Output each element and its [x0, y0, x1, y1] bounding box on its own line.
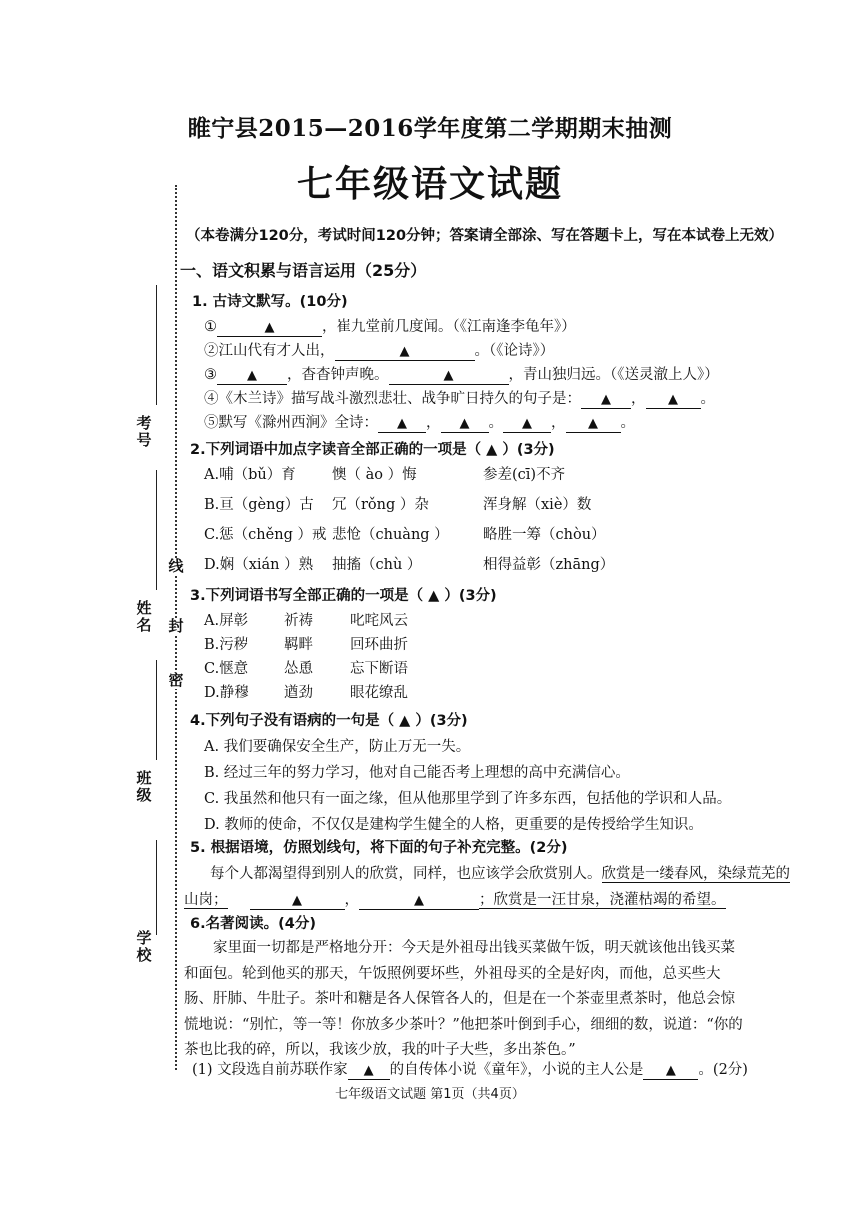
- q2-title: 2.下列词语中加点字读音全部正确的一项是（ ▲ ）(3分): [190, 442, 555, 458]
- q3-option-a-3: 叱咤风云: [350, 613, 408, 629]
- seal-mi: 密: [168, 671, 184, 689]
- q2-option-c: C.惩（chěng ）戒: [204, 527, 327, 543]
- q3-option-c: C.惬意: [204, 661, 249, 677]
- kaohao-line: [156, 285, 157, 405]
- q3-option-d-2: 遒劲: [284, 685, 313, 701]
- answer-blank[interactable]: ▲: [348, 1062, 390, 1080]
- comma: ，: [426, 415, 441, 431]
- exam-title: 睢宁县2015—2016学年度第二学期期末抽测: [187, 115, 673, 142]
- q2-option-d-2: 抽搐（chù ）: [332, 557, 422, 573]
- q3-option-b: B.污秽: [204, 637, 249, 653]
- seal-xian: 线: [168, 557, 184, 575]
- answer-blank[interactable]: ▲: [441, 415, 489, 433]
- q6-title: 6.名著阅读。(4分): [190, 916, 316, 932]
- q1-line-3: [204, 363, 719, 385]
- q1-line-5: [204, 411, 635, 433]
- q6-sub1-b: 的自传体小说《童年》，小说的主人公是: [389, 1062, 644, 1078]
- q4-option-b: B. 经过三年的努力学习，他对自己能否考上理想的高中充满信心。: [204, 765, 630, 781]
- seal-feng: 封: [168, 617, 184, 635]
- q6-passage: 家里面一切都是严格地分开：今天是外祖母出钱买菜做午饭，明天就该他出钱买菜和面包。轮到他买的那天，午饭照例要坏些，外祖母买的全是好肉，而他，总买些大肠、肝肺、牛肚子。茶叶和糖是各人保管各人的，但是在一个茶壶里煮茶时，他总会惊慌地说：“别忙，等一等！你放多少茶叶？”他把茶叶倒到手心，细细的数，说道：“你的茶也比我的碎，所以，我该少放，我的叶子大些，多出茶色。”: [184, 940, 743, 1058]
- comma: ，: [551, 415, 566, 431]
- period: 。: [700, 391, 715, 407]
- q3-option-b-3: 回环曲折: [350, 637, 408, 653]
- q4-title: 4.下列句子没有语病的一句是（ ▲ ）(3分): [190, 713, 468, 729]
- q2-option-c-3: 略胜一筹（chòu）: [483, 527, 606, 543]
- answer-blank[interactable]: ▲: [389, 367, 509, 385]
- q2-option-d: D.娴（xián ）熟: [204, 557, 314, 573]
- answer-blank[interactable]: ▲: [566, 415, 621, 433]
- q4-option-a: A. 我们要确保安全生产，防止万无一失。: [204, 739, 471, 755]
- q2-option-a: A.哺（bǔ）育: [204, 467, 296, 483]
- q3-option-d: D.静穆: [204, 685, 249, 701]
- q5-model-tail: ；欣赏是一汪甘泉，浇灌枯竭的希望。: [479, 892, 726, 908]
- q1-title: 1. 古诗文默写。(10分): [192, 294, 348, 310]
- xingming-line: [156, 470, 157, 590]
- q6-sub1: [192, 1058, 748, 1080]
- kaohao-label: 考号: [136, 414, 152, 449]
- q1-l3-prefix: ③: [204, 367, 217, 383]
- q3-option-a: A.屏彰: [204, 613, 249, 629]
- q1-line-1: [204, 315, 576, 337]
- xuexiao-label: 学校: [136, 929, 152, 964]
- exam-subject-title: 七年级语文试题: [296, 163, 563, 205]
- comma: ，: [344, 892, 359, 908]
- q5-line-2: [184, 888, 726, 910]
- q3-title: 3.下列词语书写全部正确的一项是（ ▲ ）(3分): [190, 588, 497, 604]
- answer-blank[interactable]: ▲: [646, 391, 701, 409]
- q1-l2-prefix: ②江山代有才人出，: [204, 343, 335, 359]
- q1-l5-text: ⑤默写《滁州西涧》全诗：: [204, 415, 378, 431]
- q2-option-a-2: 懊（ ào ）悔: [332, 467, 417, 483]
- q1-l3-text: ，青山独归远。（《送灵澈上人》）: [508, 367, 719, 383]
- answer-blank[interactable]: ▲: [250, 892, 345, 910]
- q2-option-b: B.亘（gèng）古: [204, 497, 314, 513]
- answer-blank[interactable]: ▲: [217, 367, 287, 385]
- q2-option-b-3: 浑身解（xiè）数: [483, 497, 592, 513]
- exam-instructions: （本卷满分120分，考试时间120分钟；答案请全部涂、写在答题卡上，写在本试卷上无效）: [186, 228, 784, 244]
- period: 。: [488, 415, 503, 431]
- answer-blank[interactable]: ▲: [335, 343, 475, 361]
- q6-sub1-a: (1) 文段选自前苏联作家: [192, 1062, 348, 1078]
- xuexiao-line: [156, 840, 157, 935]
- q3-option-b-2: 羁畔: [284, 637, 313, 653]
- q1-l2-text: 。（《论诗》）: [474, 343, 555, 359]
- answer-blank[interactable]: ▲: [643, 1062, 698, 1080]
- q1-l4-text: ④《木兰诗》描写战斗激烈悲壮、战争旷日持久的句子是：: [204, 391, 581, 407]
- q3-option-c-3: 忘下断语: [350, 661, 408, 677]
- q2-option-c-2: 悲怆（chuàng ）: [332, 527, 449, 543]
- q1-line-2: [204, 339, 554, 361]
- q1-l3-mid: ，杳杳钟声晚。: [287, 367, 389, 383]
- answer-blank[interactable]: ▲: [217, 319, 322, 337]
- answer-blank[interactable]: ▲: [581, 391, 631, 409]
- q5-title: 5. 根据语境，仿照划线句，将下面的句子补充完整。(2分): [190, 840, 568, 856]
- q3-option-a-2: 祈祷: [284, 613, 313, 629]
- section-1-title: 一、语文积累与语言运用（25分）: [180, 261, 427, 280]
- period: 。: [620, 415, 635, 431]
- q1-l1-prefix: ①: [204, 319, 217, 335]
- q2-option-a-3: 参差(cī)不齐: [483, 467, 566, 483]
- q5-model-sentence: 欣赏是一缕春风，染绿荒芜的: [601, 866, 790, 882]
- q3-option-c-2: 怂恿: [284, 661, 313, 677]
- page-footer: 七年级语文试题 第1页（共4页）: [335, 1087, 525, 1102]
- q1-line-4: [204, 387, 715, 409]
- q1-l1-text: ，崔九堂前几度闻。（《江南逢李龟年》）: [322, 319, 576, 335]
- q5-line-1: [210, 862, 790, 883]
- answer-blank[interactable]: ▲: [359, 892, 479, 910]
- q2-option-b-2: 冗（rǒng ）杂: [332, 497, 429, 513]
- banji-line: [156, 660, 157, 760]
- answer-blank[interactable]: ▲: [378, 415, 426, 433]
- xingming-label: 姓名: [136, 599, 152, 634]
- q4-option-c: C. 我虽然和他只有一面之缘，但从他那里学到了许多东西，包括他的学识和人品。: [204, 791, 732, 807]
- banji-label: 班级: [136, 769, 152, 804]
- q3-option-d-3: 眼花缭乱: [350, 685, 408, 701]
- q2-option-d-3: 相得益彰（zhāng）: [483, 557, 615, 573]
- q6-sub1-c: 。(2分): [698, 1062, 748, 1078]
- q5-model-end: 山岗；: [184, 892, 228, 908]
- q5-context: 每个人都渴望得到别人的欣赏，同样，也应该学会欣赏别人。: [210, 866, 602, 882]
- q4-option-d: D. 教师的使命，不仅仅是建构学生健全的人格，更重要的是传授给学生知识。: [204, 817, 703, 833]
- comma: ，: [631, 391, 646, 407]
- answer-blank[interactable]: ▲: [503, 415, 551, 433]
